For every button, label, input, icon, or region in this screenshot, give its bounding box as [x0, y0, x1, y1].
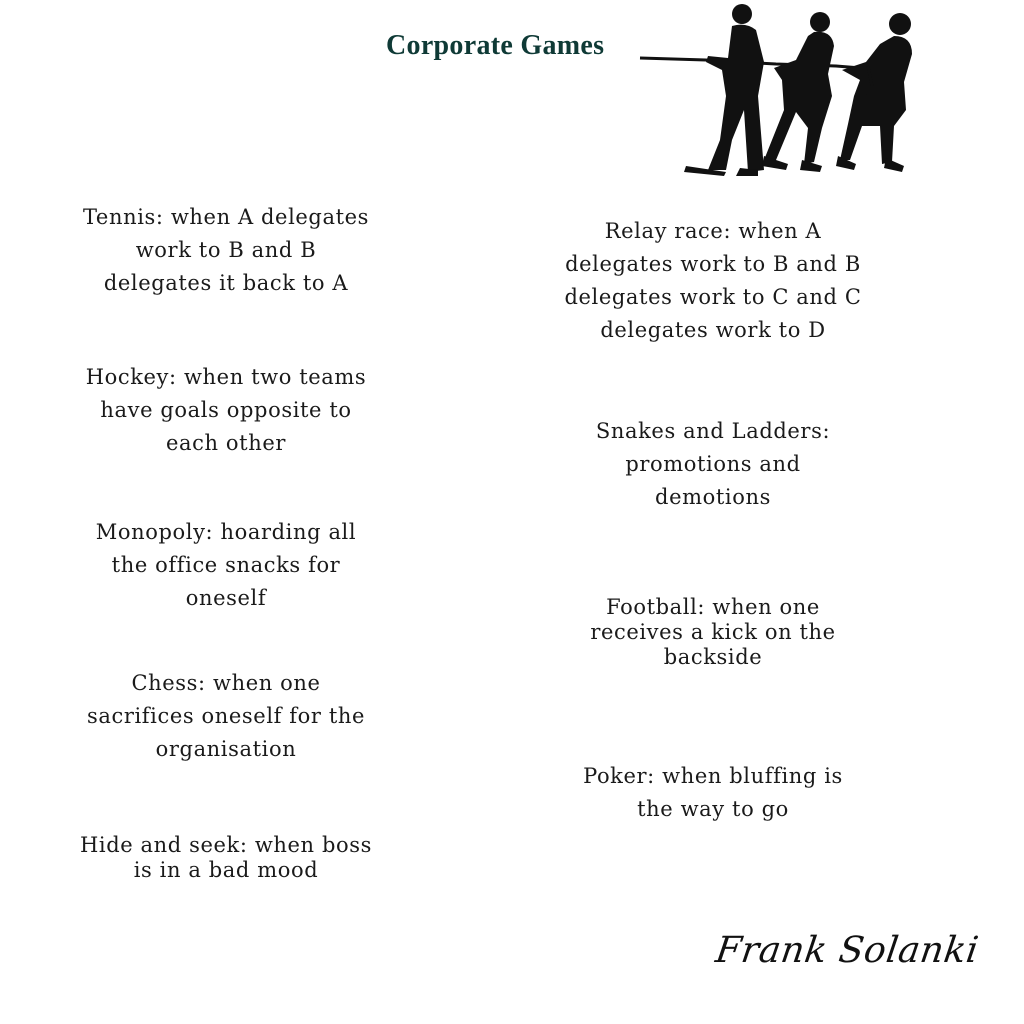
game-hockey: Hockey: when two teams have goals opposite to each other — [85, 365, 367, 455]
game-hide-and-seek: Hide and seek: when boss is in a bad mood — [79, 833, 372, 882]
game-football: Football: when one receives a kick on the backside — [590, 595, 836, 669]
game-chess: Chess: when one sacrifices oneself for the organisation — [86, 671, 366, 761]
game-monopoly: Monopoly: hoarding all the office snacks for oneself — [95, 520, 357, 610]
author-signature: Frank Solanki — [713, 930, 982, 971]
game-tennis: Tennis: when A delegates work to B and B delegates it back to A — [82, 205, 370, 295]
game-snakes-and-ladders: Snakes and Ladders: promotions and demotions — [595, 419, 831, 509]
page-title: Corporate Games — [386, 30, 605, 61]
game-relay-race: Relay race: when A delegates work to B and B delegates work to C and C delegates work to D — [564, 219, 862, 342]
game-poker: Poker: when bluffing is the way to go — [583, 764, 843, 821]
tug-of-war-silhouette-icon — [636, 0, 936, 180]
